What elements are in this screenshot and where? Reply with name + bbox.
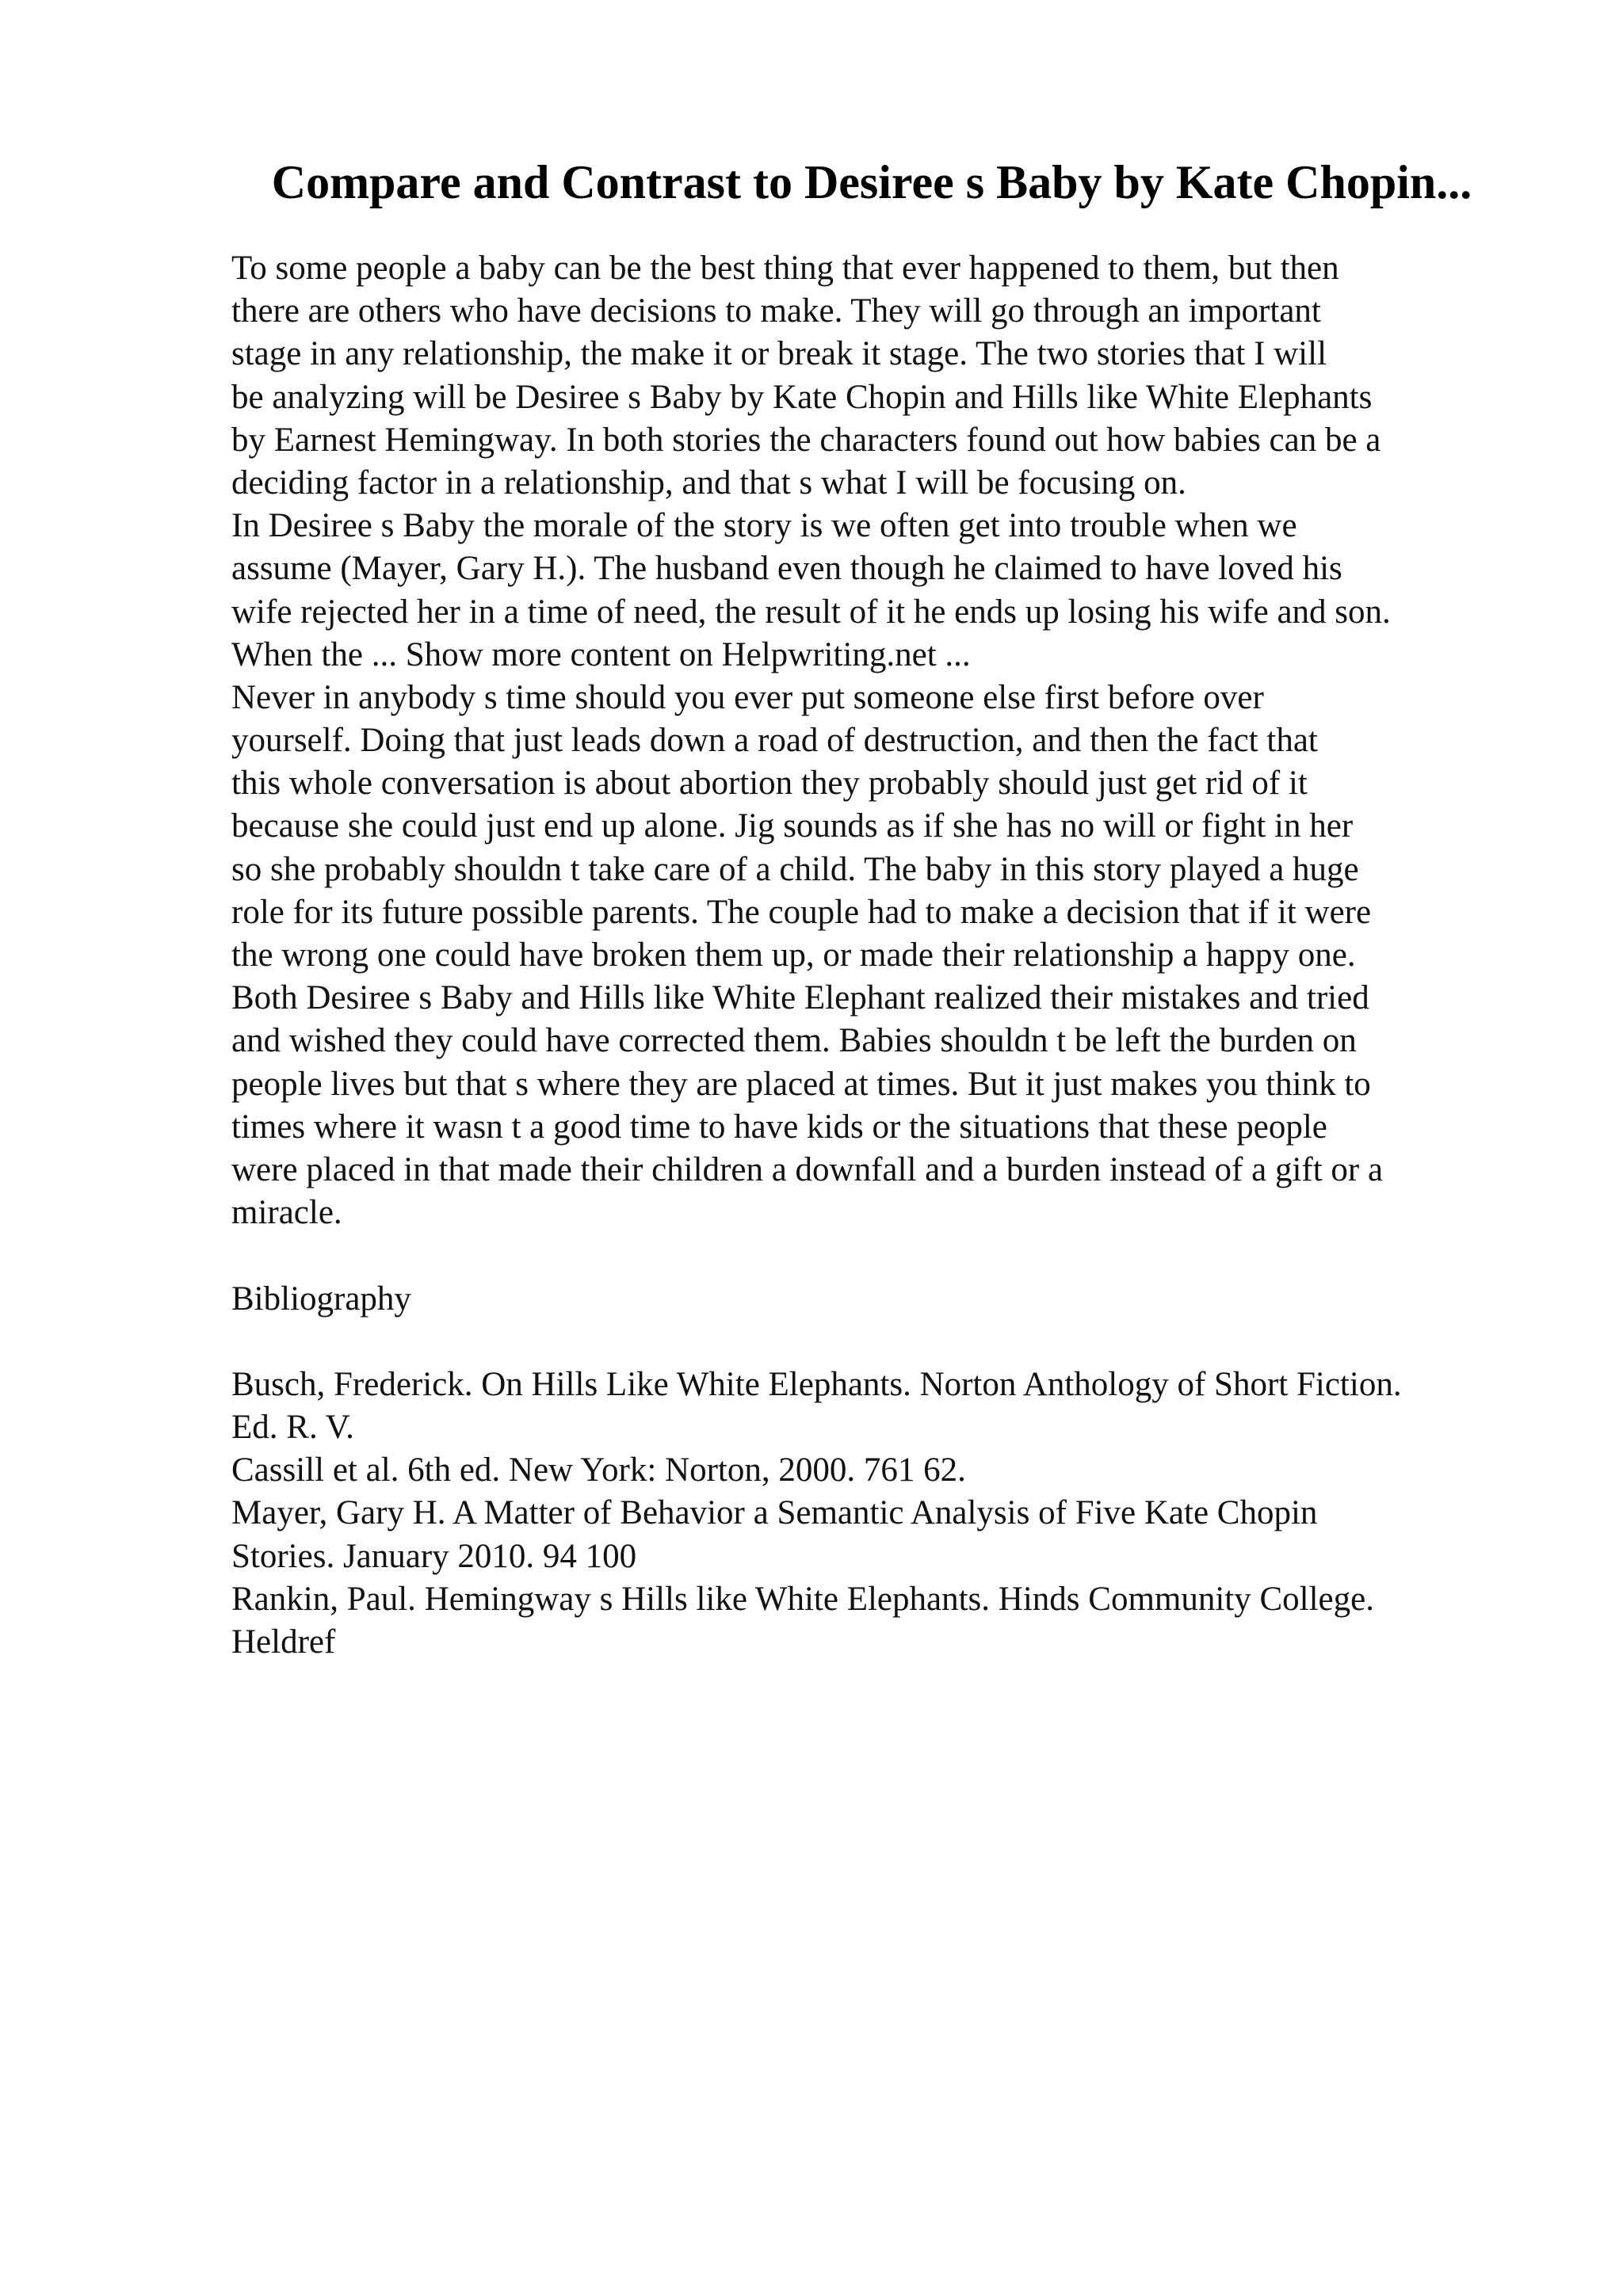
text-line: stage in any relationship, the make it or break it stage. The two stories that I will xyxy=(231,335,1327,373)
text-line: be analyzing will be Desiree s Baby by Kate Chopin and Hills like White Elephants xyxy=(231,378,1373,416)
paragraph-2 xyxy=(231,505,1610,677)
text-line: role for its future possible parents. The couple had to make a decision that if it were xyxy=(231,893,1372,931)
bibliography-entry-line: Rankin, Paul. Hemingway s Hills like White Elephants. Hinds Community College. xyxy=(231,1580,1374,1618)
text-line: In Desiree s Baby the morale of the story is we often get into trouble when we xyxy=(231,507,1297,545)
text-line: To some people a baby can be the best thing that ever happened to them, but then xyxy=(231,250,1339,287)
text-line: because she could just end up alone. Jig sounds as if she has no will or fight in her xyxy=(231,807,1354,845)
text-line: were placed in that made their children a downfall and a burden instead of a gift or a xyxy=(231,1150,1384,1188)
bibliography-entry-line: Busch, Frederick. On Hills Like White Elephants. Norton Anthology of Short Fiction. xyxy=(231,1365,1402,1403)
text-line: the wrong one could have broken them up, or made their relationship a happy one. xyxy=(231,936,1356,974)
bibliography-entry-line: Mayer, Gary H. A Matter of Behavior a Semantic Analysis of Five Kate Chopin xyxy=(231,1494,1318,1532)
text-line: so she probably shouldn t take care of a child. The baby in this story played a huge xyxy=(231,850,1359,888)
text-line: by Earnest Hemingway. In both stories the characters found out how babies can be a xyxy=(231,421,1381,459)
text-line: there are others who have decisions to make. They will go through an important xyxy=(231,292,1321,330)
bibliography-entry-line: Heldref xyxy=(231,1623,336,1661)
spacer xyxy=(231,1234,1610,1277)
text-line: times where it wasn t a good time to have kids or the situations that these people xyxy=(231,1108,1327,1146)
bibliography-list xyxy=(231,1363,1610,1664)
paragraph-3 xyxy=(231,677,1610,1234)
text-line: When the ... Show more content on Helpwriting.net ... xyxy=(231,635,971,673)
text-line: this whole conversation is about abortion they probably should just get rid of it xyxy=(231,765,1308,803)
text-line: and wished they could have corrected them. Babies shouldn t be left the burden on xyxy=(231,1022,1357,1060)
bibliography-entry-line: Ed. R. V. xyxy=(231,1409,354,1447)
text-line: Both Desiree s Baby and Hills like White Elephant realized their mistakes and tried xyxy=(231,979,1369,1017)
text-line: yourself. Doing that just leads down a road of destruction, and then the fact that xyxy=(231,722,1318,760)
paragraph-1 xyxy=(231,247,1610,505)
text-line: deciding factor in a relationship, and that s what I will be focusing on. xyxy=(231,463,1186,502)
document-body xyxy=(231,247,1610,1664)
text-line: wife rejected her in a time of need, the result of it he ends up losing his wife and son. xyxy=(231,593,1391,631)
text-line: people lives but that s where they are placed at times. But it just makes you think to xyxy=(231,1065,1371,1103)
text-line: Never in anybody s time should you ever put someone else first before over xyxy=(231,678,1264,716)
bibliography-entry-line: Cassill et al. 6th ed. New York: Norton, 2000. 761 62. xyxy=(231,1451,966,1489)
spacer xyxy=(231,1321,1610,1363)
bibliography-entry-line: Stories. January 2010. 94 100 xyxy=(231,1537,637,1575)
text-line: assume (Mayer, Gary H.). The husband even though he claimed to have loved his xyxy=(231,550,1342,588)
bibliography-heading: Bibliography xyxy=(231,1280,411,1318)
document-title: Compare and Contrast to Desiree s Baby by Kate Chopin... xyxy=(271,156,1472,208)
text-line: miracle. xyxy=(231,1194,342,1232)
